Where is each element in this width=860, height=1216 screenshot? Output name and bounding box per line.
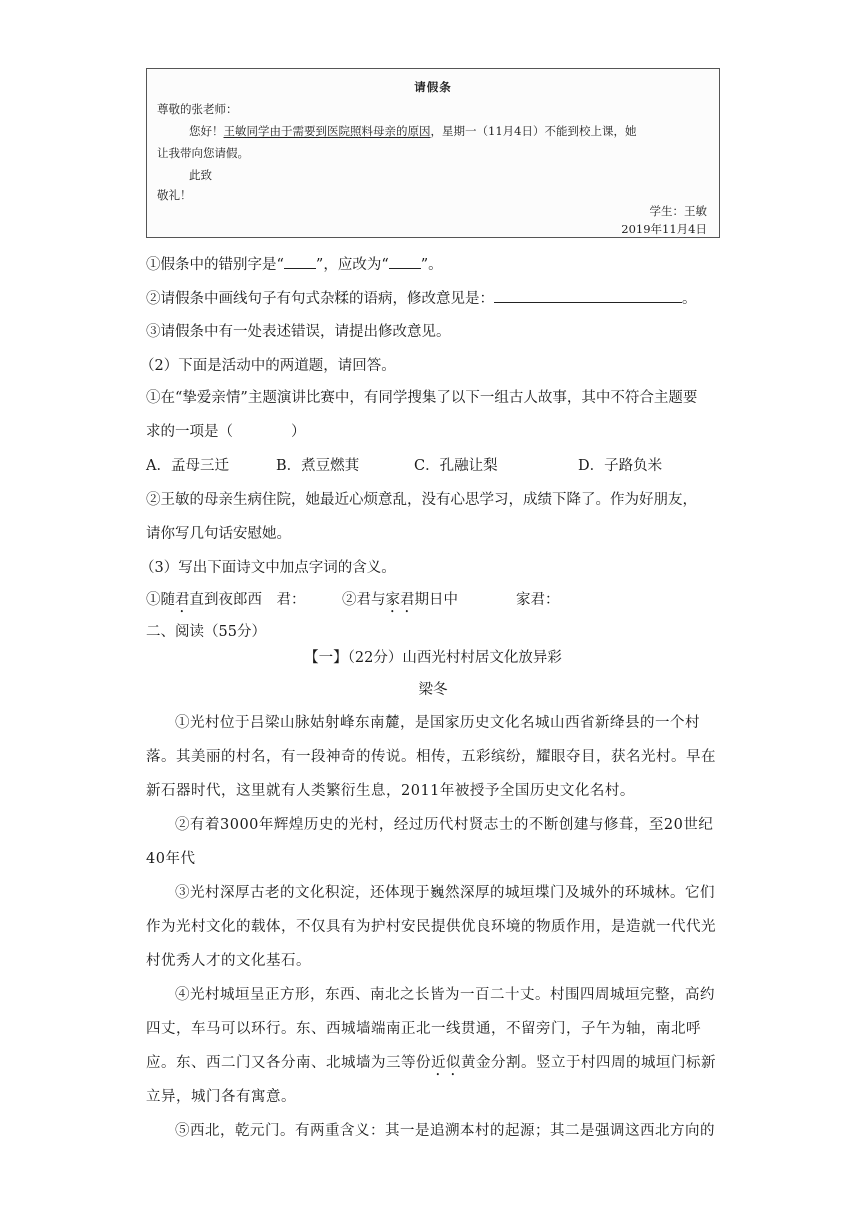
paragraph-4-a: ④光村城垣呈正方形，东西、南北之长皆为一百二十丈。村围四周城垣完整，高约四丈，车马可以环行。东、西城墙端南正北一线贯通，不留旁门，子午为轴，南北呼应。东、西二门又各分南、北城墙为三等份 bbox=[146, 987, 715, 1071]
q3-phrase1 bbox=[146, 590, 306, 616]
answer-blank-correct-char bbox=[389, 254, 421, 269]
article-paragraph-4 bbox=[146, 978, 726, 1114]
note-signer: 学生：王敏 bbox=[649, 204, 707, 218]
option-b: B．煮豆燃萁 bbox=[276, 458, 360, 474]
q3-p2-b: 期日中 bbox=[414, 592, 458, 608]
note-date: 2019年11月4日 bbox=[621, 222, 707, 236]
option-d: D．子路负米 bbox=[578, 458, 663, 474]
article-author: 梁冬 bbox=[418, 682, 448, 698]
article-paragraph-3: ③光村深厚古老的文化积淀，还体现于巍然深厚的城垣堞门及城外的环城林。它们作为光村文化的载体，不仅具有为护村安民提供优良环境的物质作用，是造就一代代光村优秀人才的文化基石。 bbox=[146, 885, 716, 969]
q3-p1-b: 直到夜郎西 君： bbox=[189, 592, 306, 608]
q3-phrase2 bbox=[342, 590, 458, 616]
note-greeting: 尊敬的张老师： bbox=[157, 102, 238, 116]
q1-item1-c: ”。 bbox=[420, 257, 443, 273]
leave-request-note bbox=[146, 68, 720, 238]
q3-p2-answer-label: 家君： bbox=[516, 592, 560, 608]
section-heading: 二、阅读（55分） bbox=[146, 624, 266, 640]
option-c: C．孔融让梨 bbox=[414, 458, 498, 474]
q2-item1-line2: 求的一项是（ ） bbox=[146, 424, 306, 440]
note-body-line2: 让我带向您请假。 bbox=[157, 146, 249, 160]
article-paragraph-5: ⑤西北，乾元门。有两重含义：其一是追溯本村的起源；其二是强调这西北方向的 bbox=[175, 1123, 715, 1139]
note-closing2: 敬礼！ bbox=[157, 188, 192, 202]
q1-item2-a: ②请假条中画线句子有句式杂糅的语病，修改意见是： bbox=[146, 291, 494, 307]
q1-item1 bbox=[146, 254, 443, 275]
q1-item1-a: ①假条中的错别字是“ bbox=[146, 257, 284, 273]
q2-heading: （2）下面是活动中的两道题，请回答。 bbox=[140, 358, 396, 374]
note-underlined-sentence: 王敏同学由于需要到医院照料母亲的原因 bbox=[223, 124, 431, 138]
article-paragraph-2: ②有着3000年辉煌历史的光村，经过历代村贤志士的不断创建与修葺，至20世纪40年代 bbox=[146, 817, 714, 867]
dotted-word-jun: 君 bbox=[175, 592, 190, 608]
dotted-word-jiajun: 家君 bbox=[385, 592, 415, 608]
answer-blank-wrong-char bbox=[284, 254, 316, 269]
dotted-word-jinsi: 近似 bbox=[431, 1055, 461, 1071]
q1-item2 bbox=[146, 288, 697, 309]
q3-p1-a: ①随 bbox=[146, 592, 175, 608]
note-body-line1 bbox=[189, 123, 636, 139]
q3-p2-a: ②君与 bbox=[342, 592, 386, 608]
answer-blank-revision bbox=[494, 288, 682, 303]
note-title: 请假条 bbox=[414, 80, 452, 94]
article-title: 【一】（22分）山西光村村居文化放异彩 bbox=[304, 650, 562, 666]
note-body-prefix: 您好！ bbox=[189, 124, 224, 138]
q2-item2-line2: 请你写几句话安慰她。 bbox=[146, 526, 291, 542]
q1-item2-b: 。 bbox=[682, 291, 697, 307]
q1-item3: ③请假条中有一处表述错误，请提出修改意见。 bbox=[146, 324, 451, 340]
option-a: A．孟母三迁 bbox=[146, 458, 229, 474]
q2-item1-line1: ①在“挚爱亲情”主题演讲比赛中，有同学搜集了以下一组古人故事，其中不符合主题要 bbox=[146, 390, 698, 406]
q2-item2-line1: ②王敏的母亲生病住院，她最近心烦意乱，没有心思学习，成绩下降了。作为好朋友， bbox=[146, 492, 697, 508]
note-closing1: 此致 bbox=[189, 168, 212, 182]
q1-item1-b: ”，应改为“ bbox=[315, 257, 389, 273]
note-body-suffix: ，星期一（11月4日）不能到校上课，她 bbox=[430, 124, 637, 138]
paragraph-4-b: 黄金分割。竖立于村四周的城垣门标新立异，城门各有寓意。 bbox=[146, 1055, 716, 1105]
q3-heading: （3）写出下面诗文中加点字词的含义。 bbox=[140, 560, 396, 576]
article-paragraph-1: ①光村位于吕梁山脉姑射峰东南麓，是国家历史文化名城山西省新绛县的一个村落。其美丽的村名，有一段神奇的传说。相传，五彩缤纷，耀眼夺目，获名光村。早在新石器时代，这里就有人类繁衍生息，2011年被授予全国历史文化名村。 bbox=[146, 715, 716, 799]
